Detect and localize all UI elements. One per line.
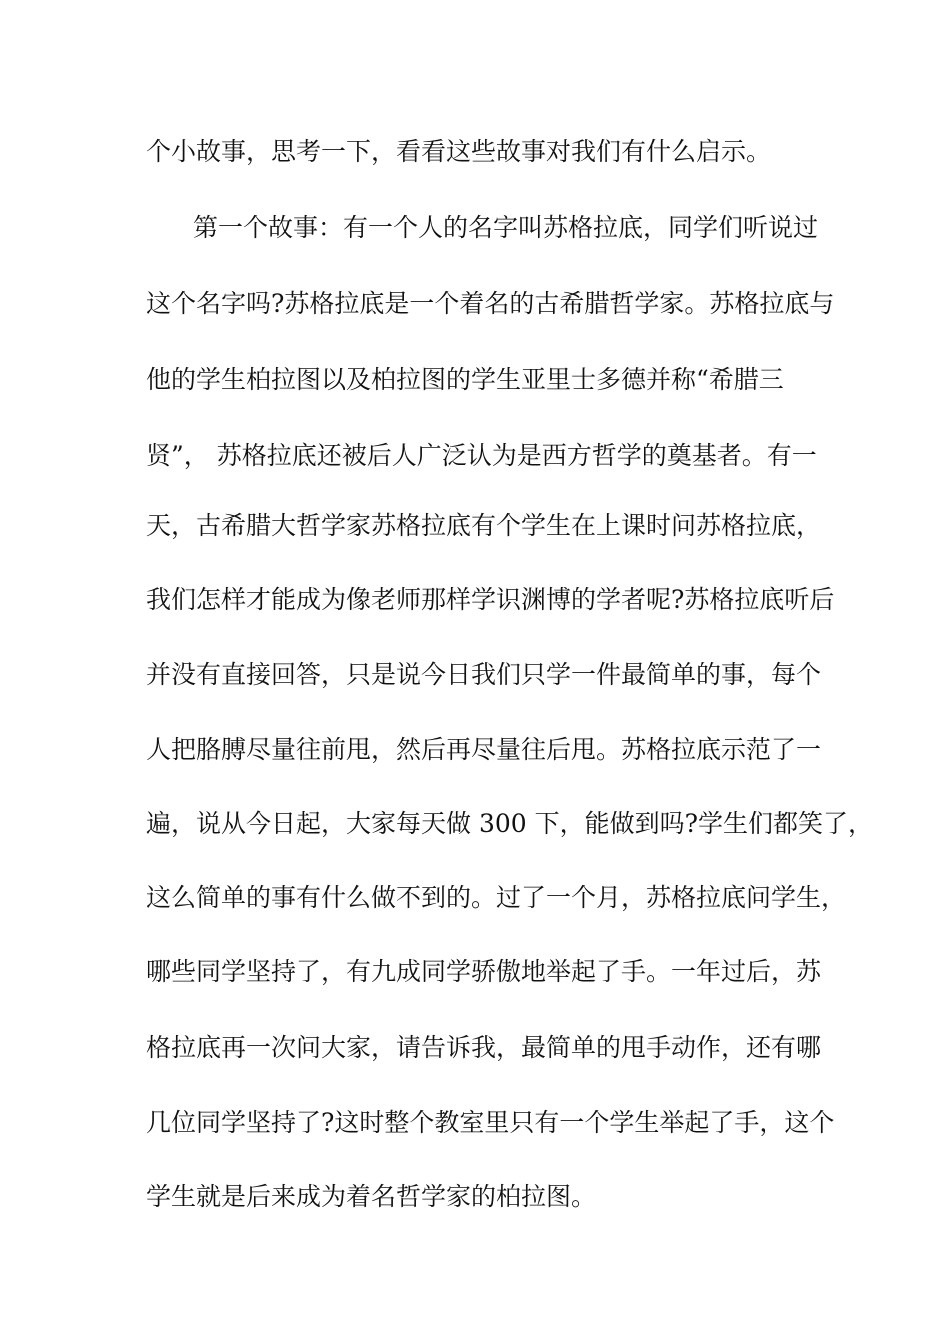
text-line-11: 这么简单的事有什么做不到的。过了一个月，苏格拉底问学生， [146,883,847,912]
text-line-3: 这个名字吗?苏格拉底是一个着名的古希腊哲学家。苏格拉底与 [146,289,835,318]
text-line-9: 人把胳膊尽量往前甩，然后再尽量往后甩。苏格拉底示范了一 [146,735,822,764]
text-line-10: 遍，说从今日起，大家每天做 300 下，能做到吗?学生们都笑了， [146,809,874,838]
text-line-15: 学生就是后来成为着名哲学家的柏拉图。 [146,1182,597,1211]
text-line-4: 他的学生柏拉图以及柏拉图的学生亚里士多德并称“希腊三 [146,365,784,394]
text-line-13: 格拉底再一次问大家，请告诉我，最简单的甩手动作，还有哪 [146,1033,822,1062]
text-line-14: 几位同学坚持了?这时整个教室里只有一个学生举起了手，这个 [146,1108,835,1137]
text-line-5: 贤”， 苏格拉底还被后人广泛认为是西方哲学的奠基者。有一 [146,441,817,470]
text-line-6: 天，古希腊大哲学家苏格拉底有个学生在上课时问苏格拉底， [146,511,822,540]
text-line-7: 我们怎样才能成为像老师那样学识渊博的学者呢?苏格拉底听后 [146,585,835,614]
text-line-8: 并没有直接回答，只是说今日我们只学一件最简单的事，每个 [146,660,822,689]
text-line-12: 哪些同学坚持了，有九成同学骄傲地举起了手。一年过后，苏 [146,957,822,986]
text-line-1: 个小故事，思考一下，看看这些故事对我们有什么启示。 [146,137,772,166]
text-line-2: 第一个故事：有一个人的名字叫苏格拉底，同学们听说过 [193,213,819,242]
